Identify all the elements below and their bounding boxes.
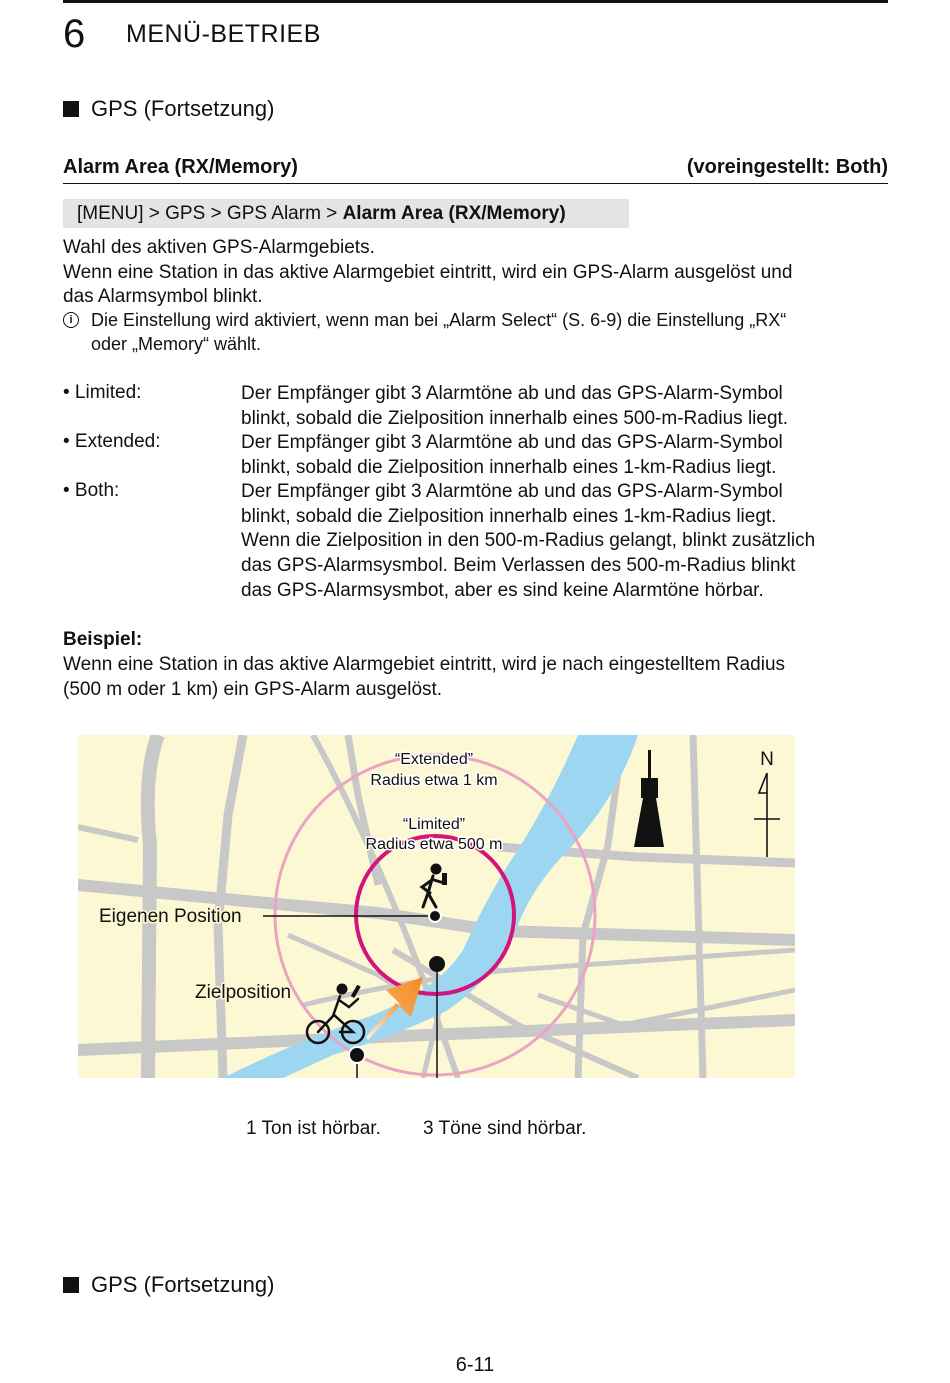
option-line: Der Empfänger gibt 3 Alarmtöne ab und das GPS-Alarm-Symbol	[241, 432, 783, 453]
intro-line: Wenn eine Station in das aktive Alarmgebiet eintritt, wird ein GPS-Alarm ausgelöst und	[63, 261, 793, 283]
menu-path	[63, 199, 629, 228]
example-line: (500 m oder 1 km) ein GPS-Alarm ausgelöst.	[63, 678, 443, 700]
option-label-limited: • Limited:	[63, 382, 142, 403]
one-tone-caption: 1 Ton ist hörbar.	[246, 1118, 381, 1139]
item-title: Alarm Area (RX/Memory)	[63, 156, 298, 178]
limited-label: “Limited”	[402, 816, 466, 833]
gps-alarm-map	[78, 735, 795, 1078]
target-position-label: Zielposition	[195, 982, 292, 1003]
option-desc-limited	[241, 382, 891, 431]
footer-section-heading	[63, 1272, 274, 1298]
square-bullet-icon	[63, 1277, 79, 1293]
option-label-both: • Both:	[63, 480, 120, 501]
option-desc-extended	[241, 431, 891, 480]
option-line: blinkt, sobald die Zielposition innerhalb eines 1-km-Radius liegt.	[241, 505, 777, 527]
section-heading	[63, 96, 274, 122]
item-default: (voreingestellt: Both)	[686, 156, 888, 178]
option-line: Der Empfänger gibt 3 Alarmtöne ab und das GPS-Alarm-Symbol	[241, 383, 783, 404]
option-line: blinkt, sobald die Zielposition innerhalb eines 1-km-Radius liegt.	[241, 456, 777, 478]
extended-radius-label: Radius etwa 1 km	[370, 772, 498, 789]
intro-line: das Alarmsymbol blinkt.	[63, 286, 263, 307]
note-line: Die Einstellung wird aktiviert, wenn man bei „Alarm Select“ (S. 6-9) die Einstellung „RX“	[91, 310, 787, 330]
option-line: das GPS-Alarmsysmbot, aber es sind keine Alarmtöne hörbar.	[241, 579, 764, 601]
item-heading	[63, 156, 888, 184]
own-position-label: Eigenen Position	[99, 906, 242, 927]
example-line: Wenn eine Station in das aktive Alarmgebiet eintritt, wird je nach eingestelltem Radius	[63, 654, 786, 675]
option-line: Wenn die Zielposition in den 500-m-Radius gelangt, blinkt zusätzlich	[241, 530, 816, 552]
example-text	[63, 653, 785, 702]
square-bullet-icon	[63, 101, 79, 117]
section-title: GPS (Fortsetzung)	[91, 96, 275, 121]
example-heading: Beispiel:	[63, 629, 143, 650]
top-rule	[63, 0, 888, 3]
page-number: 6-11	[455, 1354, 495, 1376]
chapter-title: MENÜ-BETRIEB	[126, 20, 321, 48]
footer-section-title: GPS (Fortsetzung)	[91, 1272, 275, 1297]
info-note	[63, 309, 881, 356]
option-line: blinkt, sobald die Zielposition innerhalb eines 500-m-Radius liegt.	[241, 407, 789, 429]
info-icon: i	[63, 312, 79, 328]
intro-text	[63, 236, 792, 310]
extended-label: “Extended”	[394, 751, 474, 768]
chapter-number: 6	[63, 12, 86, 56]
intro-line: Wahl des aktiven GPS-Alarmgebiets.	[63, 237, 375, 258]
menu-path-target: Alarm Area (RX/Memory)	[342, 203, 566, 224]
option-line: Der Empfänger gibt 3 Alarmtöne ab und das GPS-Alarm-Symbol	[241, 481, 783, 502]
three-tones-caption: 3 Töne sind hörbar.	[423, 1118, 587, 1139]
option-desc-both	[241, 480, 891, 604]
option-line: das GPS-Alarmsysmbol. Beim Verlassen des 500-m-Radius blinkt	[241, 555, 796, 577]
north-label: N	[760, 749, 774, 770]
limited-radius-label: Radius etwa 500 m	[365, 836, 503, 853]
option-label-extended: • Extended:	[63, 431, 161, 452]
menu-path-prefix: [MENU] > GPS > GPS Alarm >	[77, 203, 343, 224]
note-line: oder „Memory“ wählt.	[91, 333, 262, 354]
